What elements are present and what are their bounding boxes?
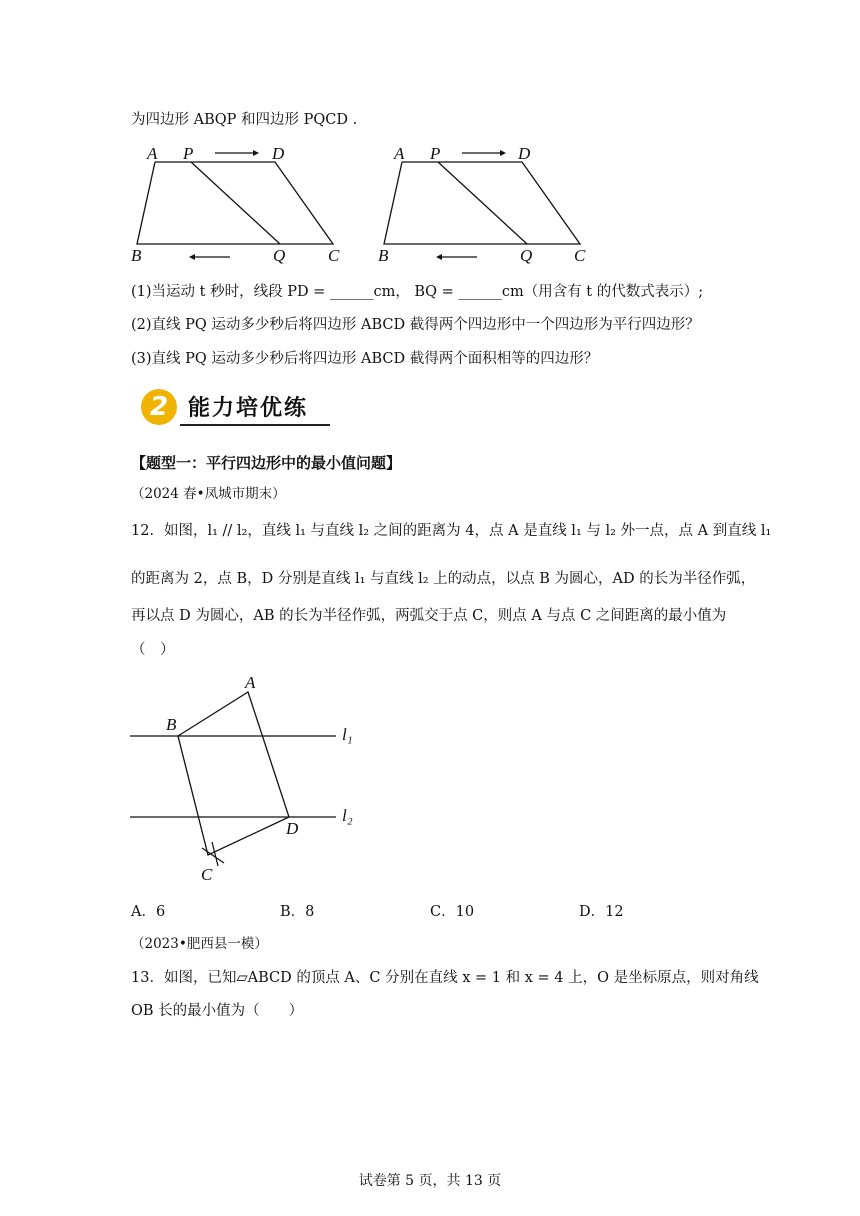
arrow-right-head [500,150,506,156]
option-d: D．12 [579,904,624,920]
intro-line: 为四边形 ABQP 和四边形 PQCD . [131,112,358,128]
fig3-label-b: B [166,715,177,734]
fig2-label-a: A [394,144,405,163]
p13-line-2: OB 长的最小值为（ ） [131,1003,304,1019]
fig3-label-c: C [201,865,213,884]
segment-pq [438,162,527,244]
fig2-label-p: P [430,144,441,163]
parallelogram-abdc [178,692,289,855]
fig1-label-c: C [328,246,340,265]
segment-pq [191,162,280,244]
fig2-label-q: Q [520,246,533,265]
p12-line-2: 的距离为 2，点 B，D 分别是直线 l₁ 与直线 l₂ 上的动点，以点 B 为圆心，AD 的长为半径作弧， [131,571,756,587]
fig3-label-l1: l₁ [342,725,353,744]
p12-line-3: 再以点 D 为圆心，AB 的长为半径作弧，两弧交于点 C，则点 A 与点 C 之间距离的最小值为 [131,608,727,624]
fig1-label-q: Q [273,246,286,265]
question-1: (1)当运动 t 秒时，线段 PD = ______cm， BQ = ______cm（用含有 t 的代数式表示）; [131,284,704,300]
fig2-label-b: B [378,246,389,265]
arc-mark-2 [212,842,218,866]
fig1-label-b: B [131,246,142,265]
fig2-label-d: D [518,144,531,163]
topic-heading: 【题型一：平行四边形中的最小值问题】 [131,454,402,472]
section-title: 能力培优练 [188,396,309,421]
question-2: (2)直线 PQ 运动多少秒后将四边形 ABCD 截得两个四边形中一个四边形为平行四边形？ [131,317,700,333]
arrow-left-head [189,254,195,260]
question-3: (3)直线 PQ 运动多少秒后将四边形 ABCD 截得两个面积相等的四边形？ [131,351,599,367]
p13-line-1: 13．如图，已知▱ABCD 的顶点 A、C 分别在直线 x = 1 和 x = 4 上，O 是坐标原点，则对角线 [131,970,759,986]
section-underline [180,424,330,426]
page-footer: 试卷第 5 页，共 13 页 [358,1173,502,1189]
fig3-label-l2: l₂ [342,806,353,825]
p12-source: （2024 春•凤城市期末） [131,486,286,502]
option-c: C．10 [430,904,475,920]
arrow-right-head [253,150,259,156]
fig1-label-p: P [183,144,194,163]
fig1-label-d: D [272,144,285,163]
p12-line-4: （ ） [131,642,175,658]
option-b: B．8 [280,904,315,920]
arc-mark-1 [202,848,224,863]
option-a: A．6 [131,904,166,920]
p12-line-1: 12．如图，l₁ // l₂，直线 l₁ 与直线 l₂ 之间的距离为 4，点 A 是直线 l₁ 与 l₂ 外一点，点 A 到直线 l₁ [131,523,772,539]
section-number-badge: 2 [141,389,177,425]
fig3-label-d: D [286,819,299,838]
fig1-label-a: A [147,144,158,163]
p13-source: （2023•肥西县一模） [131,936,268,952]
fig2-label-c: C [574,246,586,265]
fig3-label-a: A [245,673,256,692]
arrow-left-head [436,254,442,260]
figure-parallelogram [128,670,368,880]
